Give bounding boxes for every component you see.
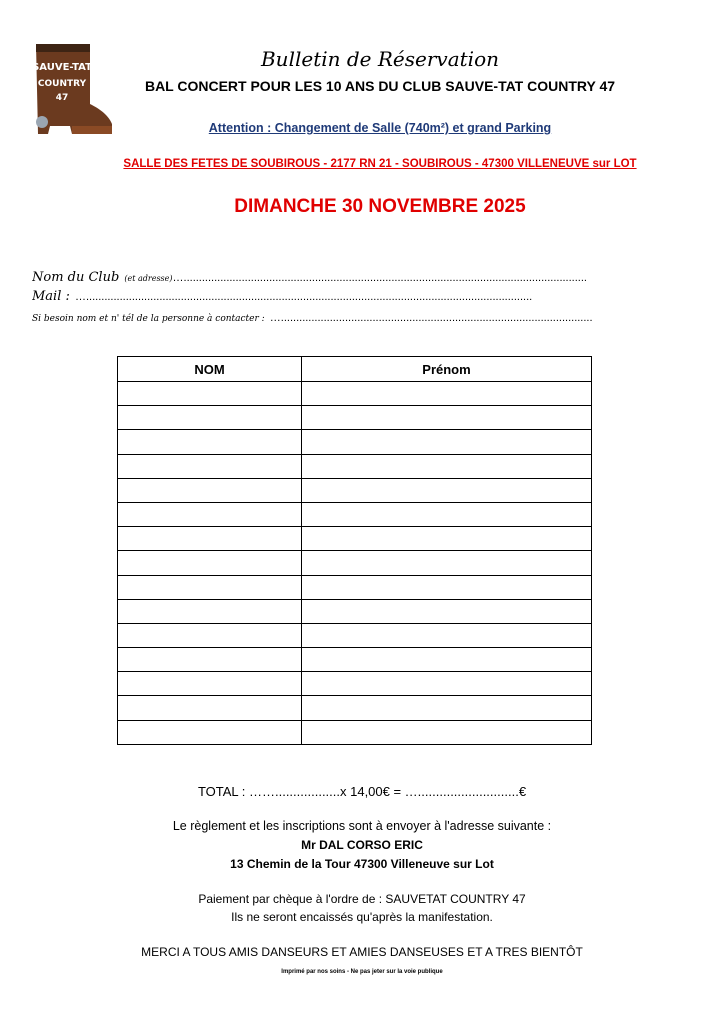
table-row <box>118 478 592 502</box>
nom-cell[interactable] <box>118 672 302 696</box>
prenom-cell[interactable] <box>301 648 591 672</box>
event-subtitle: BAL CONCERT POUR LES 10 ANS DU CLUB SAUVE-TAT COUNTRY 47 <box>144 78 616 94</box>
nom-cell[interactable] <box>118 382 302 406</box>
prenom-cell[interactable] <box>301 551 591 575</box>
event-date: DIMANCHE 30 NOVEMBRE 2025 <box>234 196 526 217</box>
recipient-address: 13 Chemin de la Tour 47300 Villeneuve sur Lot <box>230 857 494 871</box>
reglement-text: Le règlement et les inscriptions sont à envoyer à l'adresse suivante : <box>172 819 552 833</box>
venue-address: SALLE DES FETES DE SOUBIROUS - 2177 RN 21 - SOUBIROUS - 47300 VILLENEUVE sur LOT <box>123 158 637 170</box>
club-name-dots: ….................................................................................................................................... <box>172 272 587 284</box>
club-name-label: Nom du Club <box>32 270 120 285</box>
club-name-hint: (et adresse) <box>124 274 173 283</box>
table-row <box>118 672 592 696</box>
nom-cell[interactable] <box>118 502 302 526</box>
nom-cell[interactable] <box>118 599 302 623</box>
nom-cell[interactable] <box>118 575 302 599</box>
nom-cell[interactable] <box>118 696 302 720</box>
prenom-cell[interactable] <box>301 599 591 623</box>
mail-field[interactable] <box>32 285 652 304</box>
print-notice: Imprimé par nos soins - Ne pas jeter sur la voie publique <box>281 969 443 975</box>
nom-cell[interactable] <box>118 648 302 672</box>
prenom-cell[interactable] <box>301 575 591 599</box>
document-title: Bulletin de Réservation <box>260 47 499 71</box>
prenom-cell[interactable] <box>301 720 591 744</box>
table-row <box>118 502 592 526</box>
prenom-cell[interactable] <box>301 527 591 551</box>
prenom-cell[interactable] <box>301 623 591 647</box>
table-row <box>118 454 592 478</box>
mail-label: Mail : <box>32 289 70 304</box>
prenom-cell[interactable] <box>301 502 591 526</box>
table-row <box>118 623 592 647</box>
table-row <box>118 406 592 430</box>
table-row <box>118 720 592 744</box>
svg-text:COUNTRY: COUNTRY <box>37 79 87 89</box>
table-row <box>118 648 592 672</box>
nom-cell[interactable] <box>118 454 302 478</box>
payment-text: Paiement par chèque à l'ordre de : SAUVETAT COUNTRY 47 <box>198 892 526 906</box>
total-line: TOTAL : ……..................x 14,00€ = …............................€ <box>197 784 527 799</box>
nom-cell[interactable] <box>118 623 302 647</box>
table-row <box>118 527 592 551</box>
registration-table <box>117 356 592 745</box>
recipient-name: Mr DAL CORSO ERIC <box>301 838 423 852</box>
thanks-text: MERCI A TOUS AMIS DANSEURS ET AMIES DANSEUSES ET A TRES BIENTÔT <box>141 945 583 959</box>
club-name-field[interactable] <box>32 266 652 285</box>
table-row <box>118 575 592 599</box>
prenom-cell[interactable] <box>301 478 591 502</box>
attention-notice: Attention : Changement de Salle (740m²) et grand Parking <box>208 121 552 135</box>
nom-cell[interactable] <box>118 406 302 430</box>
nom-cell[interactable] <box>118 478 302 502</box>
cashing-text: Ils ne seront encaissés qu'après la manifestation. <box>231 910 493 924</box>
column-header-nom: NOM <box>118 357 302 382</box>
contact-field[interactable] <box>32 306 652 325</box>
nom-cell[interactable] <box>118 430 302 454</box>
nom-cell[interactable] <box>118 720 302 744</box>
prenom-cell[interactable] <box>301 382 591 406</box>
prenom-cell[interactable] <box>301 696 591 720</box>
prenom-cell[interactable] <box>301 672 591 696</box>
table-row <box>118 599 592 623</box>
table-row <box>118 696 592 720</box>
prenom-cell[interactable] <box>301 406 591 430</box>
table-body <box>118 382 592 745</box>
column-header-prenom: Prénom <box>301 357 591 382</box>
contact-dots: …...................................................................................................... <box>269 312 593 324</box>
table-row <box>118 430 592 454</box>
nom-cell[interactable] <box>118 551 302 575</box>
table-row <box>118 382 592 406</box>
prenom-cell[interactable] <box>301 430 591 454</box>
table-row <box>118 551 592 575</box>
nom-cell[interactable] <box>118 527 302 551</box>
mail-dots: ….................................................................................................................................................. <box>74 291 533 303</box>
svg-text:47: 47 <box>55 93 69 103</box>
table-header-row <box>118 357 592 382</box>
svg-text:SAUVE-TAT: SAUVE-TAT <box>32 62 92 73</box>
prenom-cell[interactable] <box>301 454 591 478</box>
contact-label: Si besoin nom et n' tél de la personne à contacter : <box>32 314 265 324</box>
club-logo <box>32 42 114 138</box>
